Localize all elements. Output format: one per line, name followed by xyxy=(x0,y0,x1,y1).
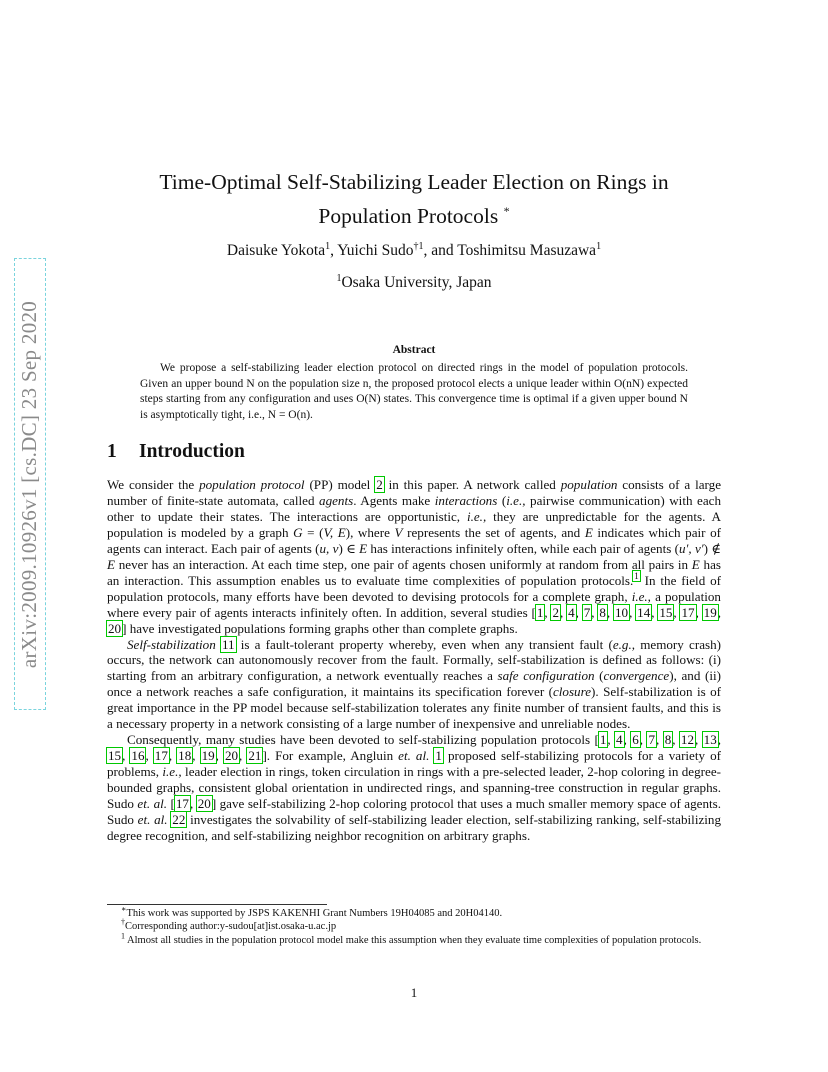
footnote xyxy=(107,904,721,920)
arxiv-id[interactable]: arXiv:2009.10926v1 [cs.DC] 23 Sep 2020 xyxy=(17,300,42,668)
arxiv-sidebar-stamp[interactable] xyxy=(14,258,46,710)
citation-link[interactable]: 19 xyxy=(201,748,215,764)
affiliation-sup: 1 xyxy=(336,273,342,284)
citation-link[interactable]: 4 xyxy=(616,732,623,748)
citation-link[interactable]: 18 xyxy=(178,748,192,764)
citation-link[interactable]: 12 xyxy=(680,732,694,748)
citation-link[interactable]: 19 xyxy=(703,604,717,620)
author-name: Yuichi Sudo xyxy=(337,242,414,260)
citation-link[interactable]: 17 xyxy=(154,748,168,764)
citation-link[interactable]: 1 xyxy=(599,732,607,748)
paragraph: Self-stabilization 11 is a fault-tolerant property whereby, even when any transient fault (e.g., memory crash) occurs, the network can autonomously recover from the fault. Formally, self-stabilization is defined as follows: (i) starting from an arbitrary configuration, a network eventually reaches a safe configuration (convergence), and (ii) once a network reaches a safe configuration, it maintains its specification forever (closure). Self-stabilization is of great importance in the PP model because self-stabilization tolerates any finite number of transient faults, and this is a necessary property in a network consisting of a large number of inexpensive and unreliable nodes. xyxy=(107,636,722,732)
author-sup: 1 xyxy=(325,241,331,252)
citation-link[interactable]: 4 xyxy=(568,604,575,620)
abstract-text: We propose a self-stabilizing leader election protocol on directed rings in the model of population protocols. Given an upper bound N on the population size n, the proposed protocol elects a unique leader within O(nN) expected steps starting from any configuration and uses O(N) states. This convergence time is optimal if a given upper bound N is asymptotically tight, i.e., N = O(n). xyxy=(140,362,688,421)
footnote xyxy=(107,917,721,933)
citation-link[interactable]: 2 xyxy=(552,604,560,620)
citation-link[interactable]: 13 xyxy=(703,732,717,748)
title-line-2: Population Protocols xyxy=(318,204,499,229)
footnote-rule xyxy=(107,904,327,905)
citation-link[interactable]: 1 xyxy=(435,748,442,764)
title-footnote-mark: * xyxy=(503,204,510,218)
title-line-1: Time-Optimal Self-Stabilizing Leader Election on Rings in xyxy=(159,170,669,194)
citation-link[interactable]: 16 xyxy=(131,748,145,764)
footnote-mark: ∗ xyxy=(121,904,127,914)
citation-link[interactable]: 14 xyxy=(637,604,651,620)
author-sup: †1 xyxy=(413,241,424,252)
section-title: Introduction xyxy=(139,441,245,462)
author-name: Daisuke Yokota xyxy=(226,242,326,260)
citation-link[interactable]: 20 xyxy=(197,796,211,812)
section-heading xyxy=(107,441,245,463)
footnote-link[interactable]: 1 xyxy=(634,571,639,582)
introduction-body xyxy=(107,477,721,844)
author-sup: 1 xyxy=(596,241,602,252)
citation-link[interactable]: 21 xyxy=(248,748,262,764)
citation-link[interactable]: 17 xyxy=(175,796,189,812)
citation-link[interactable]: 15 xyxy=(108,748,122,764)
citation-link[interactable]: 17 xyxy=(681,604,695,620)
footnote-text: Almost all studies in the population protocol model make this assumption when they evaluate time complexities of population protocols. xyxy=(127,934,702,946)
footnotes xyxy=(107,904,721,947)
citation-link[interactable]: 11 xyxy=(221,636,235,652)
footnote-text: Corresponding author:y-sudou[at]ist.osaka-u.ac.jp xyxy=(125,921,337,933)
citation-link[interactable]: 1 xyxy=(536,604,544,620)
citation-link[interactable]: 2 xyxy=(376,477,383,492)
citation-link[interactable]: 8 xyxy=(664,732,672,748)
affiliation-text: Osaka University, Japan xyxy=(341,274,492,292)
abstract-heading: Abstract xyxy=(392,344,436,356)
footnote xyxy=(107,931,721,947)
citation-link[interactable]: 20 xyxy=(224,748,239,764)
page-number: 1 xyxy=(410,985,418,1000)
citation-link[interactable]: 20 xyxy=(108,620,122,636)
paragraph: We consider the population protocol (PP) model 2 in this paper. A network called population consists of a large number of finite-state automata, called agents. Agents make interactions (i.e., pairwise communication) with each other to update their states. The interactions are opportunistic, i.e., they are unpredictable for the agents. A population is modeled by a graph G = (V, E), where V represents the set of agents, and E indicates which pair of agents can interact. Each pair of agents (u, v) ∈ E has interactions infinitely often, while each pair of agents (u′, v′) ∉ E never has an interaction. At each time step, one pair of agents chosen uniformly at random from all pairs in E has an interaction. This assumption enables us to evaluate time complexities of population protocols.$^1$ In the field of population protocols, many efforts have been devoted to devising protocols for a complete graph, i.e., a population where every pair of agents interacts infinitely often. In addition, several studies [1, 2, 4, 7, 8, 10, 14, 15, 17, 19, 20] have investigated populations forming graphs other than complete graphs. xyxy=(107,477,722,636)
footnote-text: This work was supported by JSPS KAKENHI Grant Numbers 19H04085 and 20H04140. xyxy=(126,908,503,919)
citation-link[interactable]: 10 xyxy=(614,604,629,620)
footnote-mark: † xyxy=(121,917,125,927)
author-list: Daisuke Yokota$^1$, Yuichi Sudo$^{\dagger 1}$, and Toshimitsu Masuzawa$^1$ xyxy=(226,241,602,260)
paper-title xyxy=(107,168,721,231)
citation-link[interactable]: 6 xyxy=(632,732,639,748)
citation-link[interactable]: 7 xyxy=(648,732,656,748)
affiliation xyxy=(107,273,721,292)
citation-link[interactable]: 8 xyxy=(599,604,606,620)
citation-link[interactable]: 15 xyxy=(659,604,673,620)
citation-link[interactable]: 7 xyxy=(583,604,591,620)
author-name: Toshimitsu Masuzawa xyxy=(457,242,597,260)
citation-link[interactable]: 22 xyxy=(172,812,186,828)
footnote-mark: 1 xyxy=(121,931,125,941)
paragraph: Consequently, many studies have been devoted to self-stabilizing population protocols [1, 4, 6, 7, 8, 12, 13, 15, 16, 17, 18, 19, 20, 21]. For example, Angluin et. al. 1 proposed self-stabilizing protocols for a variety of problems, i.e., leader election in rings, token circulation in rings with a pre-selected leader, 2-hop coloring in degree-bounded graphs, consistent global orientation in undirected rings, and spanning-tree construction in regular graphs. Sudo et. al. [17, 20] gave self-stabilizing 2-hop coloring protocol that uses a much smaller memory space of agents. Sudo et. al. 22 investigates the solvability of self-stabilizing leader election, self-stabilizing ranking, self-stabilizing degree recognition, and self-stabilizing neighbor recognition on arbitrary graphs. xyxy=(107,732,722,843)
section-number: 1 xyxy=(107,441,117,462)
